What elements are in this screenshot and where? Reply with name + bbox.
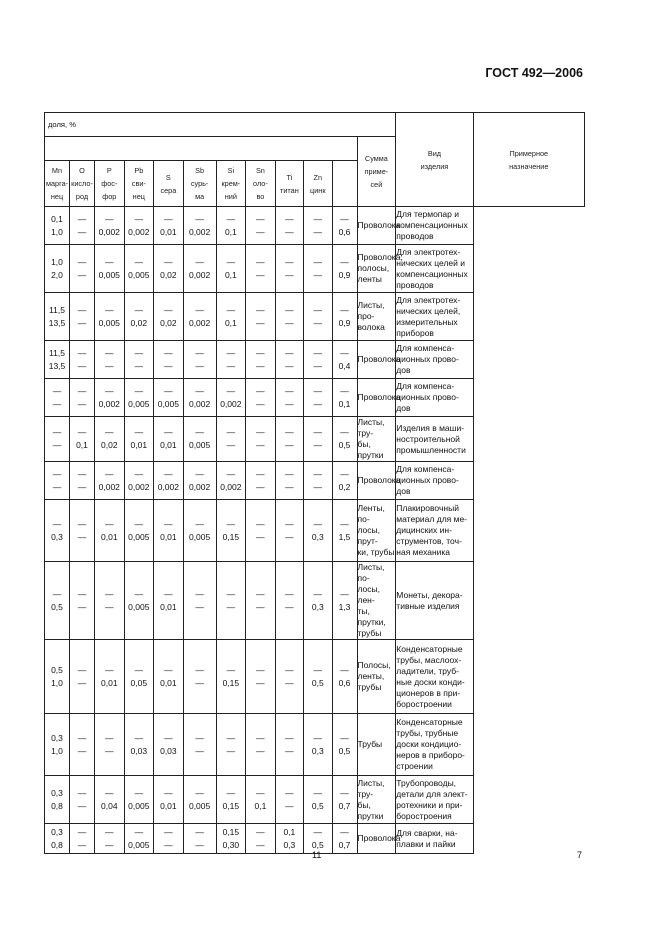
product-purpose: Конденсаторные трубы, трубные доски кондицио- неров в приборо- строении — [396, 714, 473, 776]
table-row — [45, 714, 585, 776]
table-cell: — 0,002 — [183, 207, 216, 245]
table-cell: — — — [275, 341, 303, 379]
table-cell: — — — [246, 562, 276, 640]
header-spacer — [45, 137, 358, 161]
table-cell: — 0,3 — [304, 562, 332, 640]
table-row — [45, 640, 585, 714]
product-kind: Листы, по- лосы, лен- ты, прутки, трубы — [357, 562, 396, 640]
product-kind: Проволока, полосы, ленты — [357, 245, 396, 293]
table-cell: — 0,005 — [124, 379, 154, 417]
table-cell: — — — [70, 341, 95, 379]
table-cell: — — — [70, 379, 95, 417]
table-cell: — 0,02 — [154, 245, 184, 293]
table-cell: — 0,002 — [95, 462, 125, 500]
table-cell: — 0,005 — [95, 245, 125, 293]
table-cell: — 0,7 — [332, 776, 357, 824]
table-cell: — 0,1 — [246, 776, 276, 824]
table-cell: — — — [70, 500, 95, 562]
product-purpose: Монеты, декора- тивные изделия — [396, 562, 473, 640]
table-cell: — 0,15 — [216, 776, 246, 824]
table-row — [45, 462, 585, 500]
table-cell: — 0,002 — [95, 207, 125, 245]
table-cell: — 0,01 — [95, 500, 125, 562]
table-cell: — 0,005 — [183, 500, 216, 562]
table-cell: — 0,1 — [332, 379, 357, 417]
col-header-o: O кисло- род — [70, 161, 95, 207]
table-cell: — — — [124, 341, 154, 379]
fraction-label: доля, % — [45, 113, 396, 137]
table-cell: — 0,002 — [124, 462, 154, 500]
table-cell: — 0,005 — [124, 245, 154, 293]
table-cell: 11,5 13,5 — [45, 341, 70, 379]
table-cell: — 0,005 — [124, 562, 154, 640]
table-cell: — — — [154, 341, 184, 379]
table-cell: — — — [275, 776, 303, 824]
table-cell: — 0,6 — [332, 207, 357, 245]
product-purpose: Для электротех- нических целей и компенсационных проводов — [396, 245, 473, 293]
product-purpose: Конденсаторные трубы, маслоох- ладители, труб- ные доски конди- ционеров в при- боростроении — [396, 640, 473, 714]
table-cell: — — — [246, 824, 276, 854]
table-cell: — 0,3 — [304, 500, 332, 562]
table-cell: — — — [304, 417, 332, 462]
table-row — [45, 417, 585, 462]
table-cell: — 0,02 — [154, 293, 184, 341]
table-cell: — — — [95, 714, 125, 776]
table-cell: — 0,9 — [332, 293, 357, 341]
table-cell: — — — [70, 207, 95, 245]
table-cell: — 0,005 — [154, 379, 184, 417]
table-cell: — 0,02 — [124, 293, 154, 341]
table-cell: — 0,01 — [154, 640, 184, 714]
table-cell: — — — [246, 293, 276, 341]
table-cell: — — — [246, 500, 276, 562]
table-cell: — — — [70, 640, 95, 714]
table-cell: — — — [216, 417, 246, 462]
table-row — [45, 293, 585, 341]
table-cell: — 0,03 — [124, 714, 154, 776]
table-row — [45, 562, 585, 640]
table-cell: — 1,3 — [332, 562, 357, 640]
table-cell: — — — [246, 245, 276, 293]
table-cell: — 0,002 — [183, 379, 216, 417]
product-purpose: Для компенса- ционных прово- дов — [396, 462, 473, 500]
kind-header: Вид изделия — [396, 113, 473, 207]
table-cell: — — — [246, 462, 276, 500]
table-cell: — — — [70, 245, 95, 293]
table-cell: — — — [275, 562, 303, 640]
col-header-si: Si крем- ний — [216, 161, 246, 207]
table-cell: — 0,005 — [124, 776, 154, 824]
table-cell: — 0,5 — [332, 714, 357, 776]
table-row — [45, 245, 585, 293]
table-cell: — 0,005 — [183, 776, 216, 824]
table-cell: — 0,002 — [154, 462, 184, 500]
product-kind: Ленты, по- лосы, прут- ки, трубы — [357, 500, 396, 562]
table-cell: — — — [45, 379, 70, 417]
table-cell: — 0,1 — [70, 417, 95, 462]
table-cell: — — — [304, 379, 332, 417]
table-cell: — — — [275, 207, 303, 245]
col-header-ti: Ti титан — [275, 161, 303, 207]
product-kind: Проволока — [357, 341, 396, 379]
table-cell: — — — [70, 824, 95, 854]
table-cell: — 0,2 — [332, 462, 357, 500]
table-cell: — 0,002 — [183, 245, 216, 293]
table-cell: — — — [183, 714, 216, 776]
table-cell: — — — [246, 640, 276, 714]
product-purpose: Для компенса- ционных прово- дов — [396, 379, 473, 417]
table-cell: — — — [304, 207, 332, 245]
product-purpose: Для компенса- ционных прово- дов — [396, 341, 473, 379]
col-header-p: P фос- фор — [95, 161, 125, 207]
table-row — [45, 824, 585, 854]
table-cell: — 0,5 — [304, 824, 332, 854]
table-row — [45, 341, 585, 379]
table-cell: — — — [216, 714, 246, 776]
col-header-zn: Zn цинк — [304, 161, 332, 207]
table-cell: — 0,002 — [124, 207, 154, 245]
col-header-sum: Сумма приме- сей — [357, 137, 396, 207]
table-cell: — 0,01 — [154, 207, 184, 245]
table-cell: — 0,5 — [45, 562, 70, 640]
table-cell: — 0,4 — [332, 341, 357, 379]
table-cell: 0,3 1,0 — [45, 714, 70, 776]
table-cell: — 0,9 — [332, 245, 357, 293]
table-cell: — 0,005 — [95, 293, 125, 341]
product-purpose: Для термопар и компенсационных проводов — [396, 207, 473, 245]
page-number-right: 7 — [577, 850, 583, 860]
col-header-sn: Sn оло- во — [246, 161, 276, 207]
product-kind: Листы, тру- бы, прутки — [357, 417, 396, 462]
table-cell: — — — [216, 562, 246, 640]
table-cell: — — — [246, 714, 276, 776]
table-cell: — 0,5 — [304, 640, 332, 714]
table-cell: — — — [95, 341, 125, 379]
table-cell: — — — [304, 245, 332, 293]
table-cell: — — — [304, 293, 332, 341]
table-cell: — — — [70, 562, 95, 640]
purpose-header: Примерное назначение — [473, 113, 584, 207]
table-cell: — 0,1 — [216, 293, 246, 341]
table-cell: — — — [95, 562, 125, 640]
table-cell: — 0,01 — [154, 562, 184, 640]
table-row — [45, 776, 585, 824]
table-cell: — — — [275, 379, 303, 417]
table-cell: — 0,1 — [216, 207, 246, 245]
table-cell: — 0,05 — [124, 640, 154, 714]
table-cell: 0,3 0,8 — [45, 776, 70, 824]
product-purpose: Для сварки, на- плавки и пайки — [396, 824, 473, 854]
table-row — [45, 379, 585, 417]
table-cell: — 0,005 — [183, 417, 216, 462]
table-cell: — 0,15 — [216, 640, 246, 714]
table-cell: — — — [275, 293, 303, 341]
table-cell: 0,15 0,30 — [216, 824, 246, 854]
document-id: ГОСТ 492—2006 — [485, 66, 583, 80]
product-purpose: Плакировочный материал для ме- дицинских ин- струментов, точ- ная механика — [396, 500, 473, 562]
table-cell: — — — [246, 207, 276, 245]
product-purpose: Трубопроводы, детали для элект- ротехники и при- боростроения — [396, 776, 473, 824]
table-cell: — — — [246, 341, 276, 379]
table-cell: — 0,01 — [154, 776, 184, 824]
product-kind: Листы, про- волока — [357, 293, 396, 341]
table-cell: — — — [183, 824, 216, 854]
table-cell: — — — [216, 341, 246, 379]
table-cell: — 0,005 — [124, 824, 154, 854]
product-kind: Проволока — [357, 824, 396, 854]
product-kind: Полосы, ленты, трубы — [357, 640, 396, 714]
product-purpose: Изделия в маши- ностроительной промышленности — [396, 417, 473, 462]
col-header-pb: Pb сви- нец — [124, 161, 154, 207]
table-cell: — — — [275, 462, 303, 500]
table-cell: — — — [304, 341, 332, 379]
table-cell: — — — [275, 417, 303, 462]
table-cell: — 0,3 — [304, 714, 332, 776]
table-cell: — 0,04 — [95, 776, 125, 824]
product-kind: Листы, тру- бы, прутки — [357, 776, 396, 824]
product-purpose: Для электротех- нических целей, измерительных приборов — [396, 293, 473, 341]
table-cell: — — — [45, 417, 70, 462]
table-cell: — 0,03 — [154, 714, 184, 776]
table-cell: 11,5 13,5 — [45, 293, 70, 341]
table-cell: — — — [275, 640, 303, 714]
table-cell: 0,1 1,0 — [45, 207, 70, 245]
table-cell: — 0,005 — [124, 500, 154, 562]
table-cell: — — — [246, 379, 276, 417]
table-cell: — 0,15 — [216, 500, 246, 562]
table-cell: — — — [304, 462, 332, 500]
table-cell: — 0,5 — [304, 776, 332, 824]
table-cell: — 0,01 — [124, 417, 154, 462]
col-header-mn: Mn марга- нец — [45, 161, 70, 207]
table-row — [45, 207, 585, 245]
table-cell: 0,3 0,8 — [45, 824, 70, 854]
table-cell: — 0,3 — [45, 500, 70, 562]
table-cell: — 0,01 — [154, 417, 184, 462]
table-cell: — — — [275, 500, 303, 562]
table-cell: — 0,002 — [216, 379, 246, 417]
table-cell: — 0,002 — [216, 462, 246, 500]
table-cell: 0,5 1,0 — [45, 640, 70, 714]
table-cell: — — — [95, 824, 125, 854]
product-kind: Трубы — [357, 714, 396, 776]
table-cell: — 0,01 — [95, 640, 125, 714]
table-cell: — — — [70, 462, 95, 500]
table-cell: — 0,1 — [216, 245, 246, 293]
table-cell: — 1,5 — [332, 500, 357, 562]
table-cell: — 0,5 — [332, 417, 357, 462]
table-cell: — 0,6 — [332, 640, 357, 714]
table-cell: — 0,7 — [332, 824, 357, 854]
product-kind: Проволока — [357, 462, 396, 500]
table-cell: — 0,02 — [95, 417, 125, 462]
table-cell: 1,0 2,0 — [45, 245, 70, 293]
table-cell: — — — [275, 714, 303, 776]
table-cell: — — — [70, 293, 95, 341]
table-row — [45, 500, 585, 562]
table-cell: — — — [70, 714, 95, 776]
table-cell: — — — [246, 417, 276, 462]
page-number-center: 11 — [312, 850, 322, 860]
col-header-sb: Sb сурь- ма — [183, 161, 216, 207]
col-header-s: S сера — [154, 161, 184, 207]
table-cell: — — — [183, 341, 216, 379]
table-cell: — — — [183, 640, 216, 714]
table-cell: — 0,01 — [154, 500, 184, 562]
table-cell: — — — [183, 562, 216, 640]
composition-table — [44, 112, 585, 854]
table-cell: — 0,002 — [183, 293, 216, 341]
table-cell: — — — [275, 245, 303, 293]
table-cell: — — — [154, 824, 184, 854]
table-cell: — — — [45, 462, 70, 500]
table-cell: — 0,002 — [95, 379, 125, 417]
table-cell: 0,1 0,3 — [275, 824, 303, 854]
product-kind: Проволока — [357, 379, 396, 417]
table-cell: — 0,002 — [183, 462, 216, 500]
product-kind: Проволока — [357, 207, 396, 245]
table-cell: — — — [70, 776, 95, 824]
